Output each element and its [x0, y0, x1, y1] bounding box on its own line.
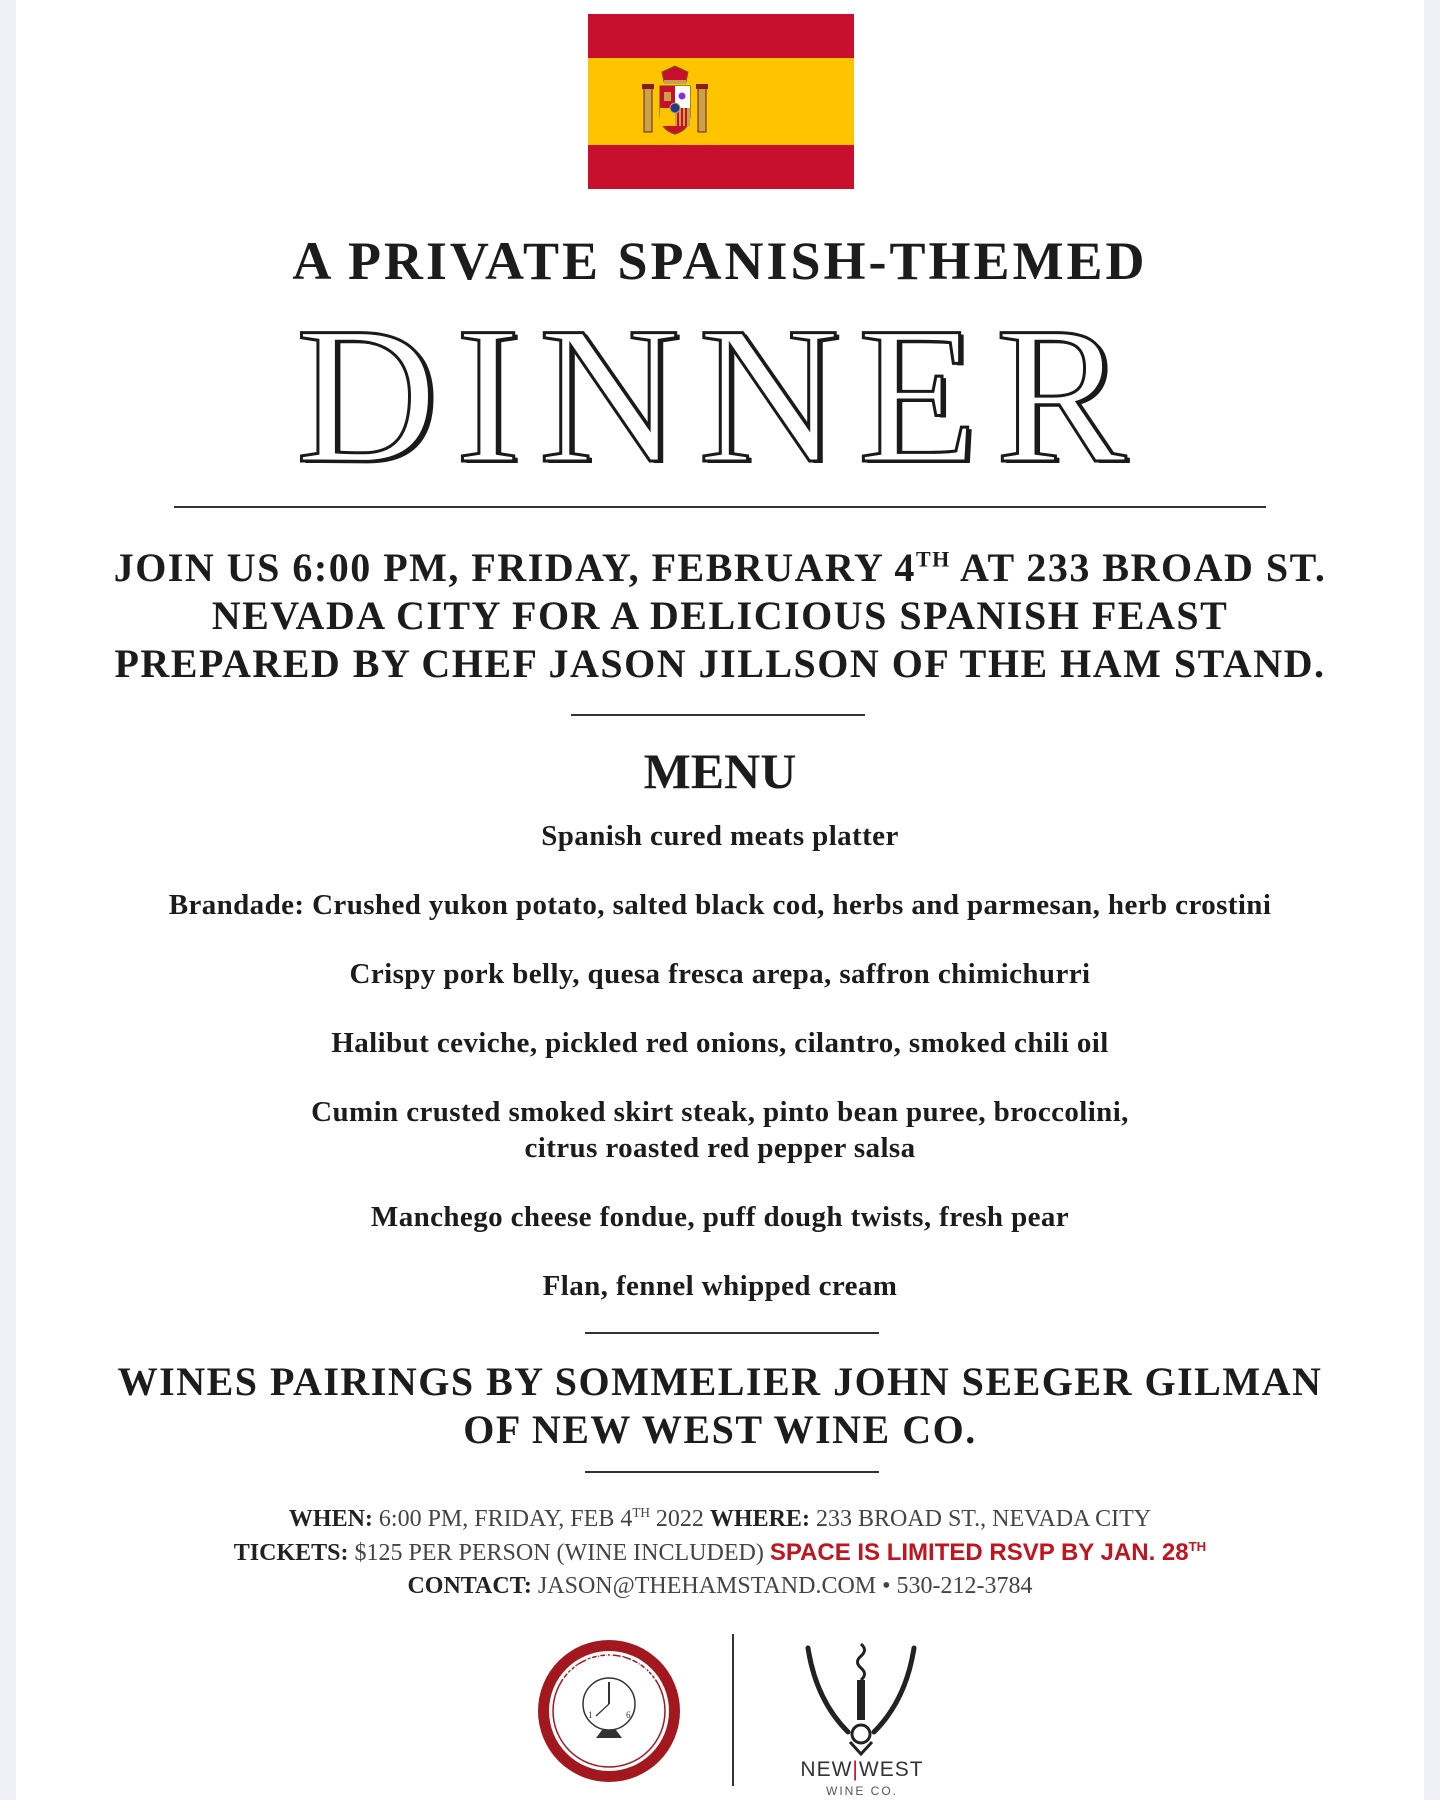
new-west-sub: WINE CO.	[826, 1784, 898, 1798]
new-west-name: NEW|WEST	[800, 1758, 924, 1781]
event-kicker: A PRIVATE SPANISH-THEMED	[292, 231, 1148, 291]
menu-title: MENU	[643, 743, 797, 799]
intro-line-3: PREPARED BY CHEF JASON JILLSON OF THE HAM STAND.	[114, 641, 1326, 686]
svg-text:1: 1	[588, 1710, 593, 1720]
contact-phone: 530-212-3784	[896, 1573, 1033, 1599]
event-details	[16, 1503, 1424, 1603]
menu-item: Cumin crusted smoked skirt steak, pinto bean puree, broccolini, citrus roasted red pepper salsa	[311, 1096, 1129, 1164]
event-headline: DINNER	[295, 287, 1145, 504]
divider-main	[174, 506, 1266, 508]
svg-text:SALUMERIA: SALUMERIA	[575, 1746, 643, 1768]
wine-pairings: WINES PAIRINGS BY SOMMELIER JOHN SEEGER GILMAN OF NEW WEST WINE CO.	[117, 1359, 1323, 1452]
contact-email: JASON@THEHAMSTAND.COM	[531, 1573, 877, 1599]
menu-item: Flan, fennel whipped cream	[542, 1270, 898, 1302]
svg-text:6: 6	[626, 1710, 631, 1720]
svg-text:THE HAM STAND: THE HAM STAND	[558, 1650, 660, 1686]
details-contact: CONTACT: JASON@THEHAMSTAND.COM • 530-212-3784	[407, 1573, 1033, 1599]
details-tickets: TICKETS: $125 PER PERSON (WINE INCLUDED) SPACE IS LIMITED RSVP BY JAN. 28TH	[233, 1539, 1207, 1566]
menu-item: Halibut ceviche, pickled red onions, cilantro, smoked chili oil	[331, 1027, 1109, 1059]
menu-item: Crispy pork belly, quesa fresca arepa, saffron chimichurri	[349, 958, 1091, 990]
event-intro	[16, 544, 1424, 688]
divider-short-2	[585, 1332, 879, 1334]
spain-flag-icon	[588, 14, 854, 189]
ham-stand-logo-icon	[536, 1638, 682, 1784]
details-when-where: WHEN: 6:00 PM, FRIDAY, FEB 4TH 2022 WHERE: 233 BROAD ST., NEVADA CITY	[288, 1505, 1152, 1532]
intro-line-1: JOIN US 6:00 PM, FRIDAY, FEBRUARY 4TH AT 233 BROAD ST.	[113, 545, 1327, 590]
logo-divider	[732, 1634, 734, 1786]
divider-short-3	[585, 1471, 879, 1473]
menu-item: Spanish cured meats platter	[541, 820, 899, 852]
intro-line-2: NEVADA CITY FOR A DELICIOUS SPANISH FEAST	[211, 593, 1229, 638]
menu-item: Manchego cheese fondue, puff dough twists, fresh pear	[370, 1201, 1070, 1233]
rsvp-alert: SPACE IS LIMITED RSVP BY JAN. 28TH	[769, 1539, 1207, 1566]
menu-item: Brandade: Crushed yukon potato, salted black cod, herbs and parmesan, herb crostini	[168, 889, 1272, 921]
divider-short-1	[571, 714, 865, 716]
menu-list	[16, 818, 1424, 1304]
flyer-page	[16, 0, 1424, 1800]
coat-of-arms-icon	[640, 64, 710, 144]
